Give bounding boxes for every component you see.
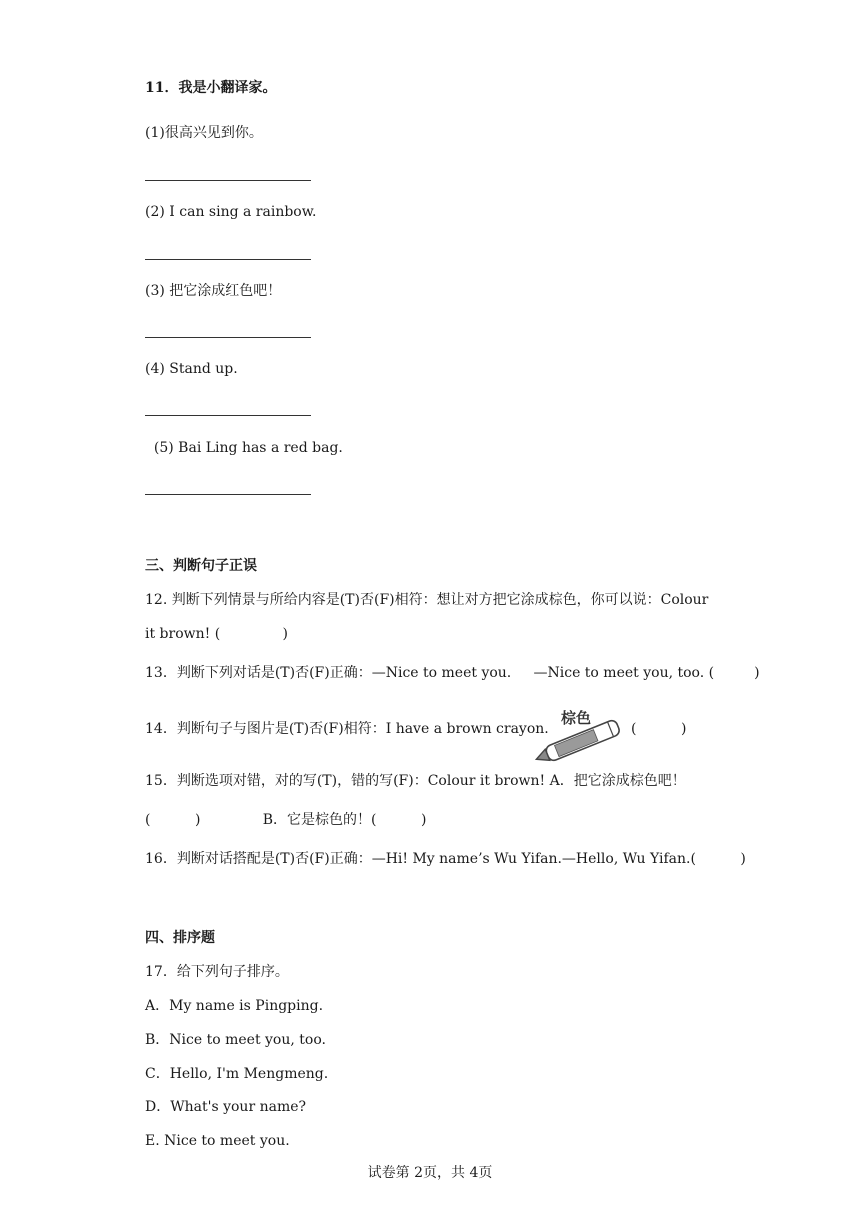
q11-item-3: (3) 把它涂成红色吧！: [145, 283, 282, 299]
q12-line1: 12. 判断下列情景与所给内容是(T)否(F)相符：想让对方把它涂成棕色，你可以说：Colour: [145, 592, 709, 608]
answer-line: [145, 415, 311, 416]
q16: 16．判断对话搭配是(T)否(F)正确：—Hi! My name’s Wu Yifan.—Hello, Wu Yifan.( ): [145, 851, 746, 867]
answer-line: [145, 494, 311, 495]
q17-option-b: B．Nice to meet you, too.: [145, 1032, 326, 1048]
q11-title: 11．我是小翻译家。: [145, 80, 277, 96]
q11-item-5: (5) Bai Ling has a red bag.: [145, 440, 343, 456]
answer-line: [145, 337, 311, 338]
q14: 14．判断句子与图片是(T)否(F)相符：I have a brown crayon.: [145, 721, 549, 737]
section3-heading: 三、判断句子正误: [145, 558, 257, 574]
q12-line2: it brown! ( ): [145, 626, 288, 642]
q14-answer-paren: ( ): [631, 721, 687, 737]
section4-heading: 四、排序题: [145, 930, 215, 946]
answer-line: [145, 180, 311, 181]
q17-option-d: D．What's your name?: [145, 1099, 307, 1115]
q17-option-c: C．Hello, I'm Mengmeng.: [145, 1066, 329, 1082]
q13: 13．判断下列对话是(T)否(F)正确：—Nice to meet you. —Nice to meet you, too. ( ): [145, 665, 760, 681]
q11-item-2: (2) I can sing a rainbow.: [145, 204, 317, 220]
page-footer: 试卷第 2页，共 4页: [367, 1165, 493, 1181]
q15-line1: 15．判断选项对错，对的写(T)，错的写(F)：Colour it brown! A．把它涂成棕色吧！: [145, 773, 686, 789]
q11-item-1: (1)很高兴见到你。: [145, 125, 263, 141]
q17-option-e: E. Nice to meet you.: [145, 1133, 290, 1149]
q17-title: 17．给下列句子排序。: [145, 964, 289, 980]
crayon-label: 棕色: [561, 709, 592, 727]
q11-item-4: (4) Stand up.: [145, 361, 238, 377]
q15-line2: ( ) B．它是棕色的！( ): [145, 812, 427, 828]
answer-line: [145, 259, 311, 260]
brown-crayon-image: [527, 706, 631, 762]
q17-option-a: A．My name is Pingping.: [145, 998, 324, 1014]
